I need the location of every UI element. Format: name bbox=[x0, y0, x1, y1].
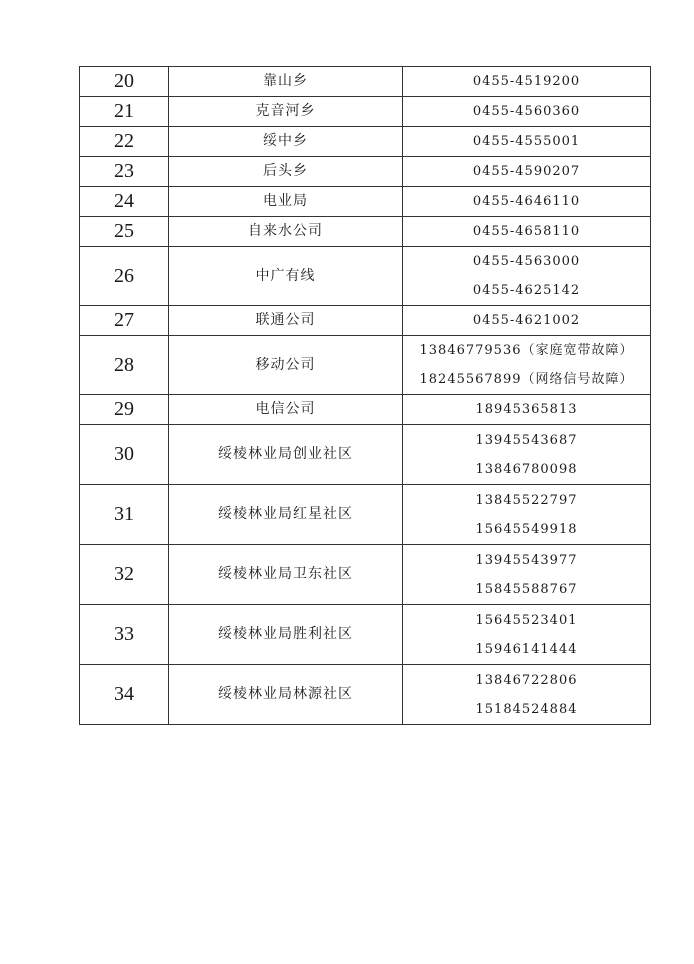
row-number: 20 bbox=[80, 67, 169, 97]
phone-number bbox=[403, 605, 651, 665]
unit-name: 绥中乡 bbox=[169, 127, 403, 157]
phone-line: 13846780098 bbox=[475, 461, 578, 477]
contact-table bbox=[79, 66, 651, 725]
table-row bbox=[80, 336, 651, 395]
unit-name: 移动公司 bbox=[169, 336, 403, 395]
row-number: 28 bbox=[80, 336, 169, 395]
phone-number bbox=[403, 665, 651, 725]
phone-number bbox=[403, 545, 651, 605]
table-row bbox=[80, 247, 651, 306]
phone-number bbox=[403, 217, 651, 247]
phone-number bbox=[403, 336, 651, 395]
row-number: 33 bbox=[80, 605, 169, 665]
phone-line: 15845588767 bbox=[475, 581, 578, 597]
unit-name: 绥棱林业局红星社区 bbox=[169, 485, 403, 545]
table-row bbox=[80, 306, 651, 336]
phone-line: 13845522797 bbox=[475, 492, 578, 508]
phone-number bbox=[403, 127, 651, 157]
unit-name: 中广有线 bbox=[169, 247, 403, 306]
unit-name: 电信公司 bbox=[169, 395, 403, 425]
unit-name: 靠山乡 bbox=[169, 67, 403, 97]
phone-number bbox=[403, 67, 651, 97]
table-row bbox=[80, 395, 651, 425]
phone-line: 13945543687 bbox=[475, 432, 578, 448]
phone-line: 0455-4560360 bbox=[472, 104, 581, 119]
row-number: 32 bbox=[80, 545, 169, 605]
row-number: 23 bbox=[80, 157, 169, 187]
phone-line: 13846722806 bbox=[475, 672, 578, 688]
phone-number bbox=[403, 187, 651, 217]
unit-name: 绥棱林业局卫东社区 bbox=[169, 545, 403, 605]
phone-number bbox=[403, 395, 651, 425]
row-number: 24 bbox=[80, 187, 169, 217]
phone-line: 0455-4555001 bbox=[472, 134, 581, 149]
table-row bbox=[80, 217, 651, 247]
row-number: 29 bbox=[80, 395, 169, 425]
row-number: 34 bbox=[80, 665, 169, 725]
unit-name: 绥棱林业局胜利社区 bbox=[169, 605, 403, 665]
row-number: 25 bbox=[80, 217, 169, 247]
phone-number bbox=[403, 97, 651, 127]
phone-line: 0455-4519200 bbox=[472, 74, 581, 89]
table-row bbox=[80, 605, 651, 665]
phone-number bbox=[403, 247, 651, 306]
table-row bbox=[80, 485, 651, 545]
unit-name: 克音河乡 bbox=[169, 97, 403, 127]
phone-number bbox=[403, 485, 651, 545]
table-row bbox=[80, 545, 651, 605]
phone-number bbox=[403, 425, 651, 485]
phone-line: 0455-4621002 bbox=[472, 313, 581, 328]
unit-name: 绥棱林业局林源社区 bbox=[169, 665, 403, 725]
phone-number bbox=[403, 306, 651, 336]
phone-line: 13846779536（家庭宽带故障） bbox=[419, 343, 634, 358]
row-number: 31 bbox=[80, 485, 169, 545]
phone-line: 13945543977 bbox=[475, 552, 578, 568]
row-number: 30 bbox=[80, 425, 169, 485]
row-number: 22 bbox=[80, 127, 169, 157]
row-number: 27 bbox=[80, 306, 169, 336]
table-row bbox=[80, 127, 651, 157]
phone-line: 15184524884 bbox=[475, 701, 578, 717]
table-row bbox=[80, 157, 651, 187]
phone-line: 0455-4590207 bbox=[472, 164, 581, 179]
phone-line: 0455-4625142 bbox=[472, 283, 581, 298]
unit-name: 联通公司 bbox=[169, 306, 403, 336]
phone-line: 15946141444 bbox=[475, 641, 578, 657]
unit-name: 后头乡 bbox=[169, 157, 403, 187]
table-row bbox=[80, 425, 651, 485]
row-number: 21 bbox=[80, 97, 169, 127]
unit-name: 绥棱林业局创业社区 bbox=[169, 425, 403, 485]
phone-line: 18245567899（网络信号故障） bbox=[419, 372, 634, 387]
table-row bbox=[80, 665, 651, 725]
table-row bbox=[80, 67, 651, 97]
table-row bbox=[80, 97, 651, 127]
unit-name: 电业局 bbox=[169, 187, 403, 217]
phone-line: 0455-4658110 bbox=[472, 224, 581, 239]
unit-name: 自来水公司 bbox=[169, 217, 403, 247]
phone-line: 15645523401 bbox=[475, 612, 578, 628]
phone-number bbox=[403, 157, 651, 187]
phone-line: 0455-4646110 bbox=[472, 194, 581, 209]
row-number: 26 bbox=[80, 247, 169, 306]
phone-line: 0455-4563000 bbox=[472, 254, 581, 269]
table-row bbox=[80, 187, 651, 217]
phone-line: 15645549918 bbox=[475, 521, 578, 537]
phone-line: 18945365813 bbox=[475, 402, 578, 417]
